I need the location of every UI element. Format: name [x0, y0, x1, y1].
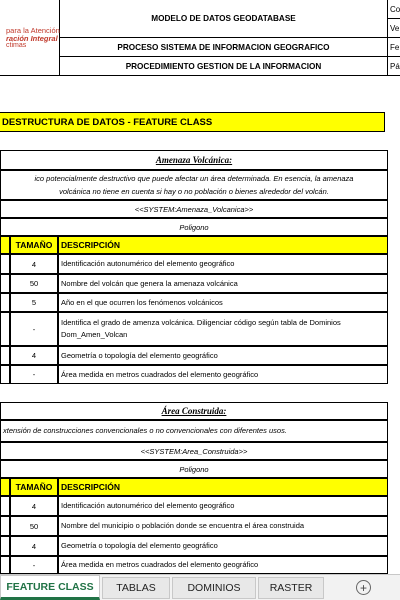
add-sheet-icon[interactable]: + — [356, 580, 371, 595]
header-title: MODELO DE DATOS GEODATABASE — [151, 14, 296, 23]
row-index-cell[interactable] — [0, 536, 10, 556]
header-side-cell[interactable]: Fe — [388, 38, 400, 57]
logo-text-2: ración Integral — [6, 34, 58, 43]
header-process-cell[interactable] — [60, 38, 388, 57]
description-value: Área medida en metros cuadrados del elemento geográfico — [61, 369, 259, 379]
description-value: Nombre del volcán que genera la amenaza volcánica — [61, 278, 238, 288]
description-cell[interactable] — [58, 556, 388, 574]
row-index-cell[interactable] — [0, 365, 10, 384]
description-cell[interactable] — [58, 516, 388, 536]
table-description[interactable] — [0, 420, 388, 442]
description-cell[interactable] — [58, 312, 388, 346]
document-header — [0, 0, 400, 76]
description-value: Identificación autonumérico del elemento geográfico — [61, 259, 235, 268]
organization-logo — [0, 0, 60, 76]
description-value: Identificación autonumérico del elemento geográfico — [61, 501, 235, 510]
size-value: 5 — [31, 298, 37, 307]
size-value: 4 — [31, 351, 37, 360]
row-index-cell[interactable] — [0, 496, 10, 516]
tab-label: RASTER — [269, 582, 313, 594]
size-cell[interactable] — [10, 365, 58, 384]
header-procedure: PROCEDIMIENTO GESTION DE LA INFORMACION — [125, 61, 322, 71]
geometry-type-text: Poligono — [179, 464, 209, 474]
description-line-1: ico potencialmente destructivo que puede afectar un área determinada. En esencia, la amenaza — [34, 174, 354, 183]
size-value: 4 — [31, 501, 37, 511]
size-value: - — [32, 324, 36, 334]
size-cell[interactable] — [10, 254, 58, 274]
description-value: Nombre del municipio o población donde se encuentra el área construida — [61, 521, 305, 530]
column-header-blank[interactable] — [0, 478, 10, 496]
column-header-size[interactable] — [10, 478, 58, 496]
size-cell[interactable] — [10, 346, 58, 365]
system-name-text: <<SYSTEM:Amenaza_Volcanica>> — [134, 204, 254, 214]
row-index-cell[interactable] — [0, 293, 10, 312]
description-cell[interactable] — [58, 496, 388, 516]
description-value: Año en el que ocurren los fenómenos volcánicos — [61, 297, 223, 307]
size-cell[interactable] — [10, 516, 58, 536]
table-title-text: Área Construida: — [161, 406, 227, 416]
row-index-cell[interactable] — [0, 556, 10, 574]
size-value: 50 — [29, 521, 39, 531]
description-value: Geometría o topología del elemento geográfico — [61, 541, 218, 550]
column-header-description-text: DESCRIPCIÓN — [61, 482, 121, 492]
size-value: - — [32, 370, 36, 379]
size-value: - — [32, 560, 36, 570]
section-title[interactable]: DESTRUCTURA DE DATOS - FEATURE CLASS — [0, 112, 385, 132]
column-header-description-text: DESCRIPCIÓN — [61, 240, 121, 250]
header-side-cell[interactable]: Pá — [388, 57, 400, 76]
header-title-cell[interactable] — [60, 0, 388, 38]
size-cell[interactable] — [10, 496, 58, 516]
description-cell[interactable] — [58, 346, 388, 365]
size-cell[interactable] — [10, 293, 58, 312]
header-procedure-cell[interactable] — [60, 57, 388, 76]
header-side-cell[interactable]: Co — [388, 0, 400, 19]
size-value: 50 — [29, 279, 39, 288]
description-cell[interactable] — [58, 293, 388, 312]
description-value: Área medida en metros cuadrados del elemento geográfico — [61, 560, 259, 569]
description-cell[interactable] — [58, 536, 388, 556]
logo-text-1: para la Atención — [6, 26, 60, 35]
column-header-size-text: TAMAÑO — [15, 482, 53, 492]
tab-tablas[interactable] — [102, 577, 170, 599]
logo-text-3: ctimas — [6, 42, 27, 49]
row-index-cell[interactable] — [0, 274, 10, 293]
column-header-size-text: TAMAÑO — [15, 240, 53, 250]
table-title-text: Amenaza Volcánica: — [155, 155, 233, 165]
geometry-type[interactable] — [0, 218, 388, 236]
tab-raster[interactable] — [258, 577, 324, 599]
tab-label: DOMINIOS — [187, 582, 241, 594]
table-title[interactable] — [0, 150, 388, 170]
size-cell[interactable] — [10, 274, 58, 293]
system-name[interactable] — [0, 442, 388, 460]
description-value: Geometría o topología del elemento geográfico — [61, 350, 218, 360]
row-index-cell[interactable] — [0, 346, 10, 365]
description-line-1: xtensión de construcciones convencionales o no convencionales con diferentes usos. — [3, 426, 287, 435]
header-side-cell[interactable]: Ve — [388, 19, 400, 38]
table-description[interactable] — [0, 170, 388, 200]
size-cell[interactable] — [10, 556, 58, 574]
column-header-blank[interactable] — [0, 236, 10, 254]
geometry-type[interactable] — [0, 460, 388, 478]
size-value: 4 — [31, 259, 37, 269]
row-index-cell[interactable] — [0, 254, 10, 274]
size-cell[interactable] — [10, 536, 58, 556]
column-header-description[interactable] — [58, 236, 388, 254]
geometry-type-text: Poligono — [179, 222, 209, 232]
column-header-size[interactable] — [10, 236, 58, 254]
description-cell[interactable] — [58, 274, 388, 293]
size-cell[interactable] — [10, 312, 58, 346]
size-value: 4 — [31, 541, 37, 551]
column-header-description[interactable] — [58, 478, 388, 496]
description-cell[interactable] — [58, 365, 388, 384]
description-cell[interactable] — [58, 254, 388, 274]
system-name[interactable] — [0, 200, 388, 218]
tab-dominios[interactable] — [172, 577, 256, 599]
sheet-tab-bar — [0, 574, 400, 600]
system-name-text: <<SYSTEM:Area_Construida>> — [140, 446, 248, 456]
row-index-cell[interactable] — [0, 516, 10, 536]
tab-label: FEATURE CLASS — [6, 580, 94, 593]
description-value: Identifica el grado de amenza volcánica. Diligenciar código según tabla de Dominios Dom_Amen_Volcan — [61, 318, 341, 339]
description-line-2: volcánica no tiene en cuenta si hay o no población o bienes alrededor del volcán. — [59, 187, 329, 196]
header-process: PROCESO SISTEMA DE INFORMACION GEOGRAFICO — [117, 42, 330, 52]
table-title[interactable] — [0, 402, 388, 420]
tab-feature-class[interactable] — [0, 575, 100, 600]
row-index-cell[interactable] — [0, 312, 10, 346]
tab-label: TABLAS — [116, 582, 156, 594]
